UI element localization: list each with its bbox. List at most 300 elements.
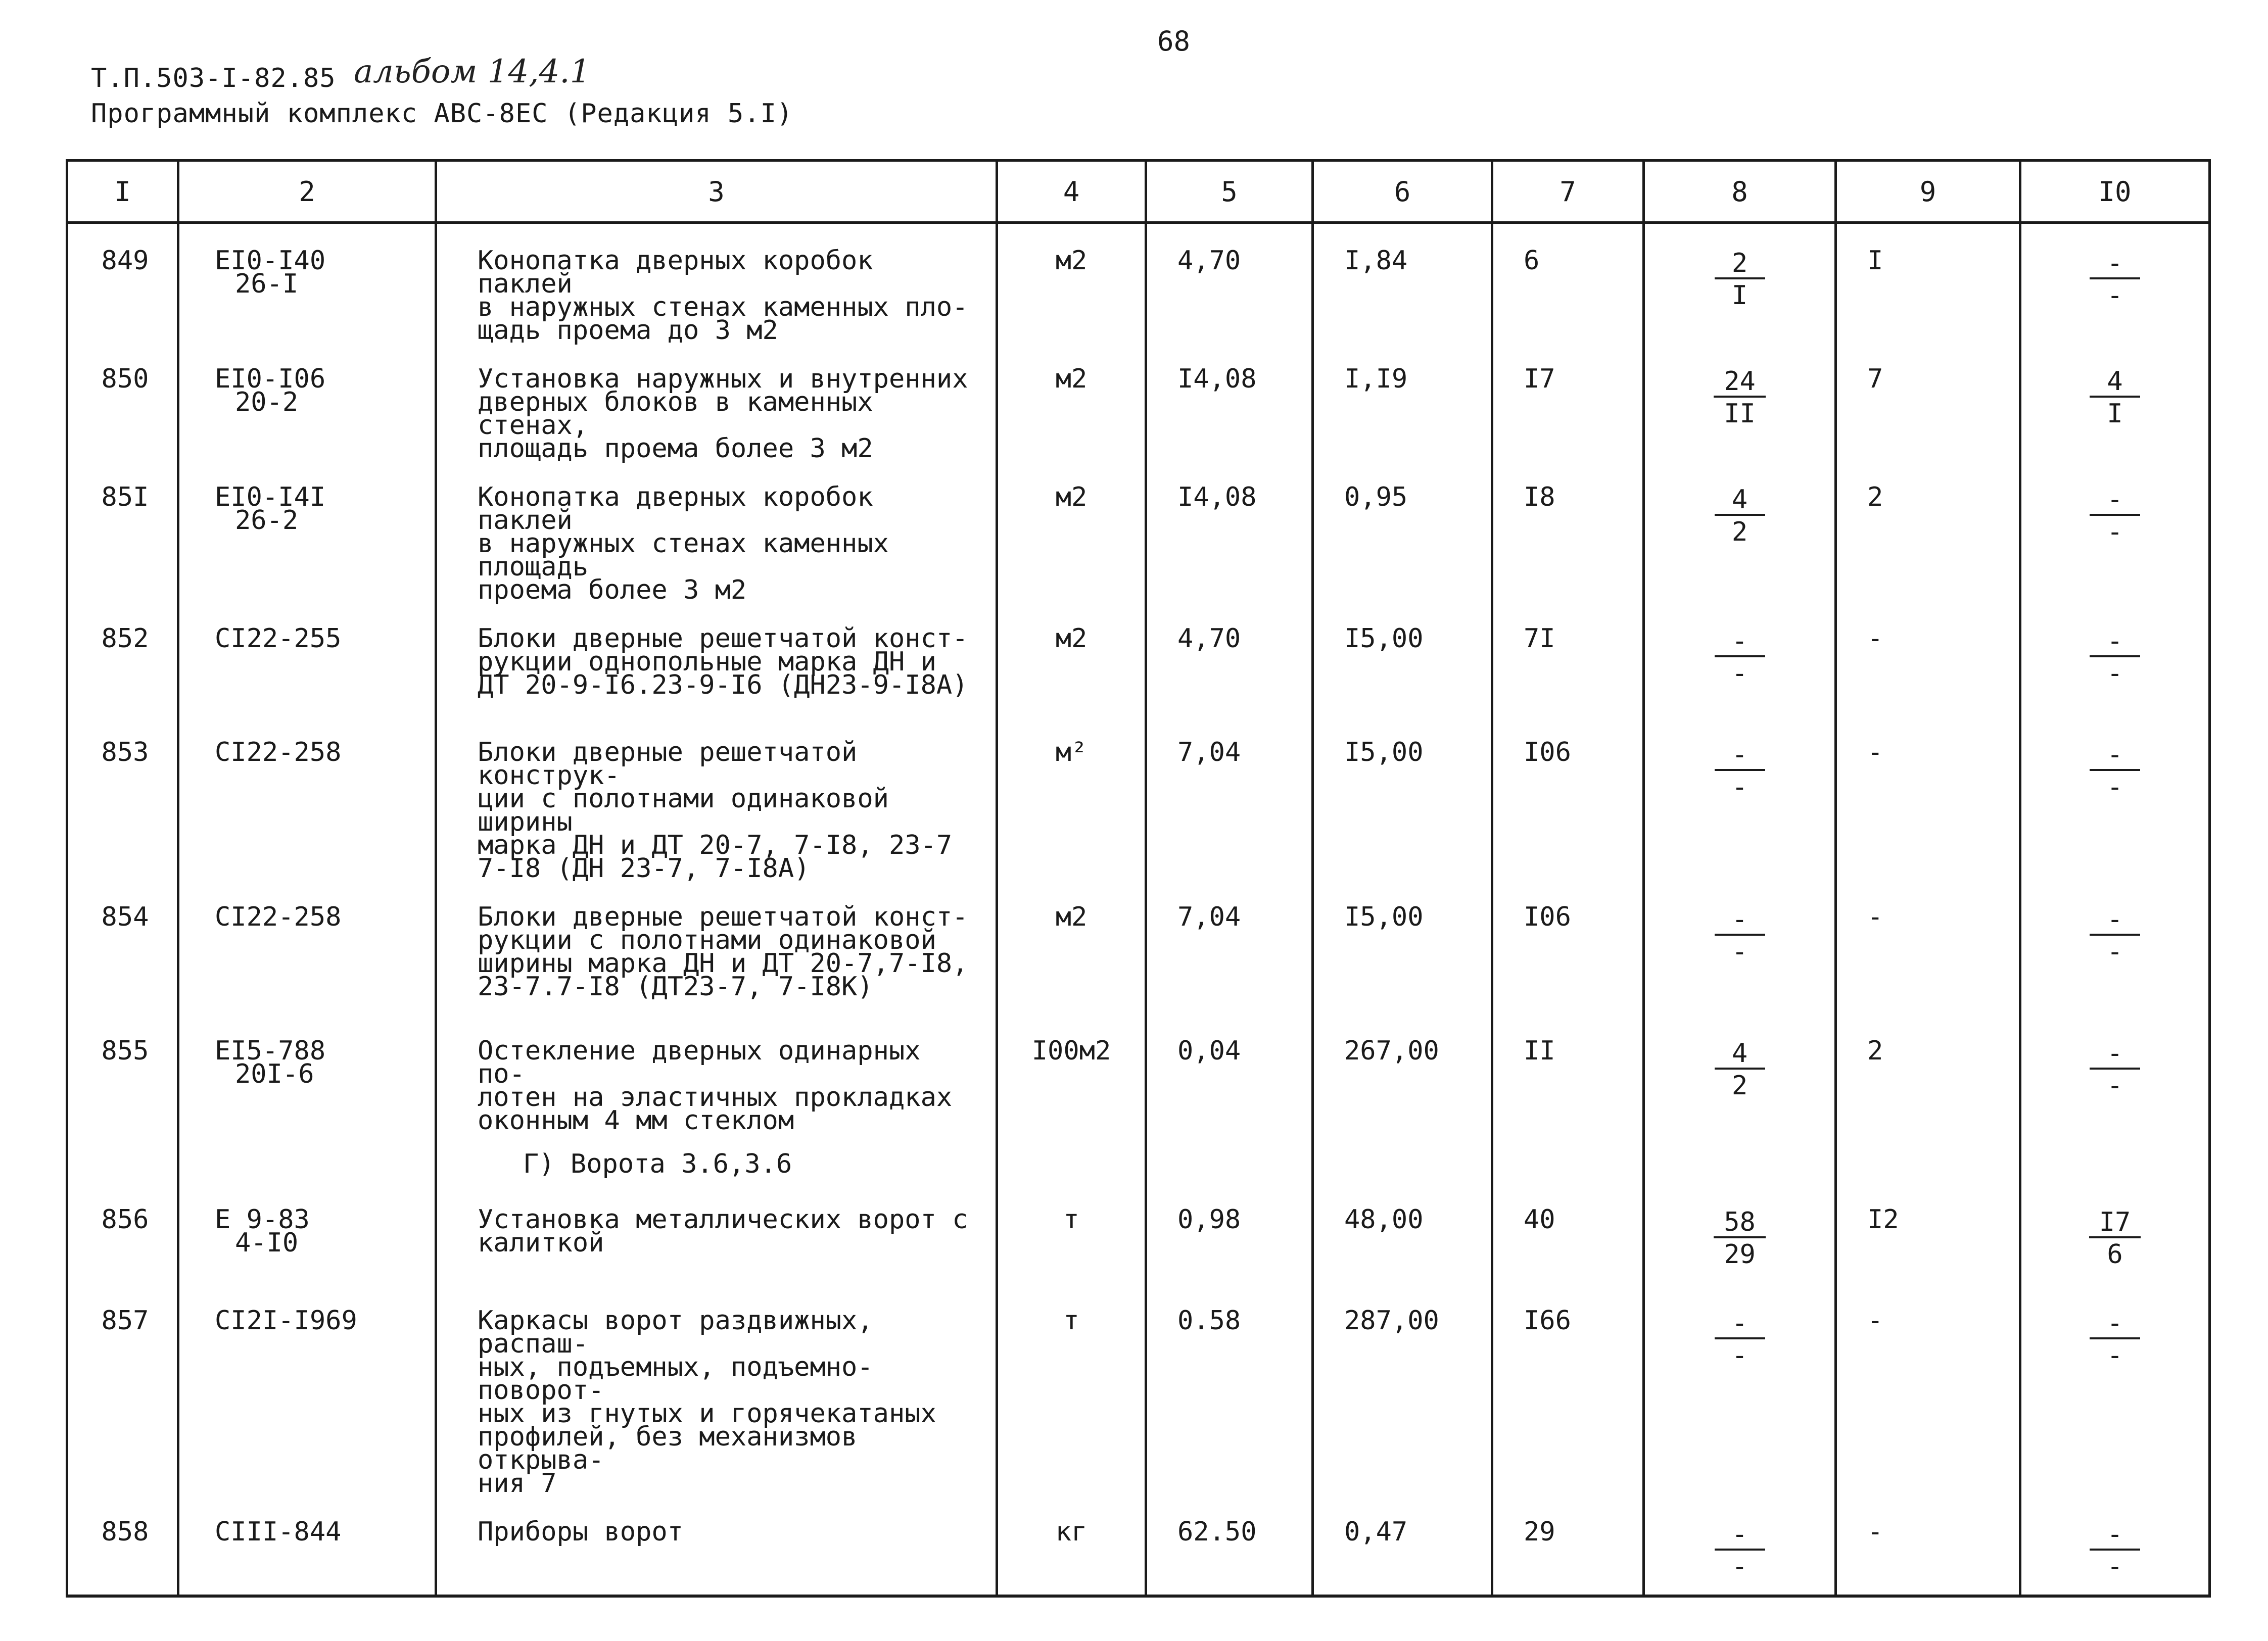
fraction-numerator: 4 <box>1715 1039 1765 1070</box>
fraction-denominator: - <box>2107 937 2123 967</box>
quantity: 7,04 <box>1177 902 1241 932</box>
cell-position-number <box>67 1495 178 1596</box>
unit: м2 <box>1055 246 1088 276</box>
cell-col9 <box>1836 880 2020 1014</box>
cell-col10 <box>2020 460 2210 602</box>
document-code: Т.П.503-I-82.85 <box>91 63 336 93</box>
quantity: 0,04 <box>1177 1036 1241 1066</box>
fraction-numerator: - <box>1715 627 1765 657</box>
cell-work-name <box>436 1495 997 1596</box>
rate-code: EI0-I40 <box>215 246 326 276</box>
cell-col8 <box>1644 460 1836 602</box>
work-name-line: Блоки дверные решетчатой конструк- <box>478 737 858 791</box>
cell-position-number <box>67 1284 178 1495</box>
unit-cost: I5,00 <box>1344 902 1424 932</box>
total-cost: 40 <box>1524 1204 1555 1235</box>
col8-fraction <box>1715 1520 1765 1583</box>
cell-total-cost <box>1492 1183 1644 1284</box>
estimate-table <box>66 159 2208 1598</box>
cell-unit <box>997 460 1146 602</box>
cell-col10 <box>2020 880 2210 1014</box>
unit: т <box>1063 1306 1079 1336</box>
work-name-line: в наружных стенах каменных площадь <box>478 528 889 582</box>
cell-position-number <box>67 1183 178 1284</box>
unit-cost: 287,00 <box>1344 1306 1439 1336</box>
column-header: 2 <box>178 161 436 223</box>
cell-total-cost <box>1492 602 1644 715</box>
unit-cost: I,84 <box>1344 246 1408 276</box>
fraction-denominator: 2 <box>1731 517 1748 547</box>
quantity: I4,08 <box>1177 482 1257 512</box>
work-name-line: лотен на эластичных прокладках <box>478 1082 953 1113</box>
fraction-numerator: 2 <box>1715 249 1765 279</box>
fraction-denominator: - <box>2107 1552 2123 1582</box>
total-cost: II <box>1524 1036 1555 1066</box>
cell-unit-cost <box>1313 223 1492 343</box>
rate-code: CI2I-I969 <box>215 1306 357 1336</box>
work-name-line: Конопатка дверных коробок паклей <box>478 246 873 299</box>
col8-fraction <box>1715 627 1765 690</box>
quantity: 4,70 <box>1177 246 1241 276</box>
cell-unit-cost <box>1313 1014 1492 1132</box>
work-name-line: рукции с полотнами одинаковой <box>478 925 936 955</box>
cell-quantity <box>1146 715 1313 880</box>
unit: кг <box>1055 1517 1088 1547</box>
rate-code-suffix: 26-2 <box>235 505 299 536</box>
cell-quantity <box>1146 880 1313 1014</box>
cell-col8 <box>1644 223 1836 343</box>
unit-cost: 48,00 <box>1344 1204 1424 1235</box>
section-cell <box>1313 1132 1492 1183</box>
cell-col9 <box>1836 1183 2020 1284</box>
cell-unit <box>997 880 1146 1014</box>
table-body <box>67 223 2210 1597</box>
handwritten-album-note: альбом 14,4.1 <box>354 53 591 90</box>
total-cost: I66 <box>1524 1306 1571 1336</box>
rate-code-suffix: 26-I <box>235 269 299 299</box>
cell-total-cost <box>1492 223 1644 343</box>
fraction-numerator: - <box>2090 741 2140 771</box>
total-cost: I06 <box>1524 902 1571 932</box>
cell-unit-cost <box>1313 1284 1492 1495</box>
table-header-row <box>67 161 2210 223</box>
fraction-numerator: - <box>1715 905 1765 936</box>
total-cost: 7I <box>1524 623 1555 654</box>
cell-unit <box>997 1183 1146 1284</box>
section-cell <box>2020 1132 2210 1183</box>
program-title: Программный комплекс АВС-8ЕС (Редакция 5.I) <box>91 99 793 129</box>
table-row <box>67 1014 2210 1132</box>
fraction-denominator: 2 <box>1731 1071 1748 1101</box>
fraction-denominator: - <box>1731 772 1748 802</box>
cell-rate-code <box>178 1284 436 1495</box>
col9-value: 7 <box>1867 364 1883 394</box>
fraction-numerator: - <box>1715 1520 1765 1551</box>
cell-rate-code <box>178 715 436 880</box>
column-header: I <box>67 161 178 223</box>
fraction-denominator: 6 <box>2107 1239 2123 1270</box>
rate-code: EI5-788 <box>215 1036 326 1066</box>
unit: м2 <box>1055 364 1088 394</box>
cell-rate-code <box>178 1183 436 1284</box>
section-cell <box>1644 1132 1836 1183</box>
fraction-numerator: - <box>2090 486 2140 516</box>
fraction-numerator: - <box>2090 627 2140 657</box>
work-name-line: площадь проема более 3 м2 <box>478 433 873 464</box>
fraction-denominator: 29 <box>1724 1239 1756 1270</box>
section-cell <box>1836 1132 2020 1183</box>
work-name-line: Установка наружных и внутренних <box>478 364 968 394</box>
work-name-line: Установка металлических ворот с <box>478 1204 968 1235</box>
column-header: I0 <box>2020 161 2210 223</box>
col8-fraction <box>1715 1309 1765 1372</box>
column-header: 8 <box>1644 161 1836 223</box>
col8-fraction <box>1715 249 1765 312</box>
table-row <box>67 602 2210 715</box>
quantity: 7,04 <box>1177 737 1241 767</box>
cell-col10 <box>2020 715 2210 880</box>
rate-code: EI0-I06 <box>215 364 326 394</box>
column-header: 6 <box>1313 161 1492 223</box>
cell-col10 <box>2020 342 2210 460</box>
unit: т <box>1063 1204 1079 1235</box>
section-cell <box>1492 1132 1644 1183</box>
cell-work-name <box>436 880 997 1014</box>
fraction-numerator: 58 <box>1714 1208 1766 1238</box>
cell-unit <box>997 715 1146 880</box>
position-number: 853 <box>101 737 149 767</box>
col10-fraction <box>2090 367 2140 430</box>
unit: м2 <box>1055 482 1088 512</box>
work-name-line: ных из гнутых и горячекатаных <box>478 1398 936 1429</box>
unit-cost: 0,95 <box>1344 482 1408 512</box>
quantity: 0.58 <box>1177 1306 1241 1336</box>
fraction-numerator: - <box>2090 1039 2140 1070</box>
quantity: 62.50 <box>1177 1517 1257 1547</box>
rate-code: EI0-I4I <box>215 482 326 512</box>
section-row <box>67 1132 2210 1183</box>
fraction-numerator: 4 <box>2090 367 2140 398</box>
col8-fraction <box>1715 741 1765 803</box>
table-row <box>67 460 2210 602</box>
position-number: 855 <box>101 1036 149 1066</box>
position-number: 857 <box>101 1306 149 1336</box>
fraction-denominator: - <box>2107 280 2123 311</box>
rate-code: CI22-258 <box>215 902 342 932</box>
unit-cost: I5,00 <box>1344 737 1424 767</box>
rate-code-suffix: 20I-6 <box>235 1059 314 1089</box>
cell-rate-code <box>178 460 436 602</box>
rate-code: CI22-255 <box>215 623 342 654</box>
cell-position-number <box>67 715 178 880</box>
cell-unit-cost <box>1313 1495 1492 1596</box>
cell-work-name <box>436 715 997 884</box>
position-number: 854 <box>101 902 149 932</box>
col10-fraction <box>2090 1309 2140 1372</box>
fraction-denominator: - <box>2107 517 2123 547</box>
work-name-line: Остекление дверных одинарных по- <box>478 1036 921 1089</box>
fraction-numerator: - <box>2090 1309 2140 1339</box>
col8-fraction <box>1715 486 1765 548</box>
work-name-line: ции с полотнами одинаковой ширины <box>478 784 889 837</box>
rate-code-suffix: 4-I0 <box>235 1228 299 1258</box>
position-number: 850 <box>101 364 149 394</box>
cell-col9 <box>1836 1014 2020 1132</box>
unit: м² <box>1055 737 1088 767</box>
cell-total-cost <box>1492 880 1644 1014</box>
cell-col10 <box>2020 1284 2210 1495</box>
cell-col8 <box>1644 715 1836 880</box>
cell-col8 <box>1644 1014 1836 1132</box>
cell-work-name <box>436 342 997 464</box>
cell-quantity <box>1146 1014 1313 1132</box>
cell-work-name <box>436 223 997 346</box>
fraction-numerator: - <box>1715 741 1765 771</box>
work-name-line: проема более 3 м2 <box>478 575 747 605</box>
cell-unit-cost <box>1313 880 1492 1014</box>
quantity: 0,98 <box>1177 1204 1241 1235</box>
fraction-denominator: - <box>1731 1340 1748 1371</box>
col10-fraction <box>2089 1208 2141 1271</box>
col10-fraction <box>2090 627 2140 690</box>
cell-position-number <box>67 223 178 343</box>
fraction-denominator: II <box>1724 399 1756 429</box>
cell-col10 <box>2020 602 2210 715</box>
cell-col10 <box>2020 1495 2210 1596</box>
section-cell <box>1146 1132 1313 1183</box>
cell-quantity <box>1146 602 1313 715</box>
fraction-numerator: I7 <box>2089 1208 2141 1238</box>
work-name-line: рукции однопольные марка ДН и <box>478 647 936 677</box>
work-name-line: ных, подъемных, подъемно-поворот- <box>478 1352 873 1406</box>
quantity: I4,08 <box>1177 364 1257 394</box>
quantity: 4,70 <box>1177 623 1241 654</box>
fraction-numerator: 4 <box>1715 486 1765 516</box>
unit: I00м2 <box>1031 1036 1111 1066</box>
col9-value: - <box>1867 737 1883 767</box>
col8-fraction <box>1715 1039 1765 1102</box>
cell-unit-cost <box>1313 1183 1492 1284</box>
fraction-denominator: - <box>2107 1071 2123 1101</box>
section-cell <box>67 1132 178 1183</box>
cell-col8 <box>1644 1183 1836 1284</box>
cell-col10 <box>2020 1014 2210 1132</box>
cell-quantity <box>1146 1495 1313 1596</box>
fraction-denominator: - <box>2107 1340 2123 1371</box>
cell-position-number <box>67 460 178 602</box>
cell-col10 <box>2020 223 2210 343</box>
cell-position-number <box>67 342 178 460</box>
fraction-denominator: - <box>1731 937 1748 967</box>
col9-value: - <box>1867 1517 1883 1547</box>
fraction-numerator: 24 <box>1714 367 1766 398</box>
total-cost: I7 <box>1524 364 1555 394</box>
cell-total-cost <box>1492 342 1644 460</box>
column-header: 3 <box>436 161 997 223</box>
cell-unit <box>997 342 1146 460</box>
cell-unit <box>997 1284 1146 1495</box>
cell-col8 <box>1644 1495 1836 1596</box>
col10-fraction <box>2090 249 2140 312</box>
cell-quantity <box>1146 223 1313 343</box>
work-name-line: калиткой <box>478 1228 604 1258</box>
unit-cost: I5,00 <box>1344 623 1424 654</box>
work-name-line: Приборы ворот <box>478 1517 683 1547</box>
cell-col9 <box>1836 223 2020 343</box>
cell-col9 <box>1836 602 2020 715</box>
cell-work-name <box>436 1014 997 1136</box>
section-heading: Г) Ворота 3.6,3.6 <box>523 1149 792 1179</box>
unit-cost: 0,47 <box>1344 1517 1408 1547</box>
cell-total-cost <box>1492 460 1644 602</box>
fraction-numerator: - <box>2090 905 2140 936</box>
cell-col9 <box>1836 342 2020 460</box>
col9-value: 2 <box>1867 482 1883 512</box>
cell-unit <box>997 1495 1146 1596</box>
cell-rate-code <box>178 223 436 343</box>
position-number: 85I <box>101 482 149 512</box>
section-cell <box>178 1132 436 1183</box>
col9-value: I <box>1867 246 1883 276</box>
total-cost: 6 <box>1524 246 1540 276</box>
col8-fraction <box>1714 367 1766 430</box>
col10-fraction <box>2090 1039 2140 1102</box>
table-row <box>67 1495 2210 1596</box>
rate-code: CI22-258 <box>215 737 342 767</box>
fraction-denominator: I <box>2107 399 2123 429</box>
col10-fraction <box>2090 905 2140 968</box>
cell-work-name <box>436 602 997 715</box>
rate-code: E 9-83 <box>215 1204 310 1235</box>
work-name-line: профилей, без механизмов открыва- <box>478 1422 858 1475</box>
position-number: 856 <box>101 1204 149 1235</box>
col9-value: - <box>1867 1306 1883 1336</box>
table-row <box>67 880 2210 1014</box>
work-name-line: Каркасы ворот раздвижных, распаш- <box>478 1306 873 1359</box>
cell-unit-cost <box>1313 715 1492 880</box>
work-name-line: дверных блоков в каменных стенах, <box>478 387 873 441</box>
fraction-denominator: I <box>1731 280 1748 311</box>
work-name-line: Блоки дверные решетчатой конст- <box>478 623 968 654</box>
cell-work-name <box>436 1183 997 1284</box>
column-header: 7 <box>1492 161 1644 223</box>
cell-position-number <box>67 1014 178 1132</box>
work-name-line: оконным 4 мм стеклом <box>478 1105 794 1136</box>
column-header: 5 <box>1146 161 1313 223</box>
work-name-line: ДТ 20-9-I6.23-9-I6 (ДН23-9-I8А) <box>478 670 968 700</box>
cell-col9 <box>1836 1495 2020 1596</box>
col10-fraction <box>2090 486 2140 548</box>
col8-fraction <box>1714 1208 1766 1271</box>
fraction-numerator: - <box>2090 1520 2140 1551</box>
column-header: 4 <box>997 161 1146 223</box>
cell-rate-code <box>178 880 436 1014</box>
col9-value: 2 <box>1867 1036 1883 1066</box>
cell-total-cost <box>1492 1495 1644 1596</box>
table-row <box>67 223 2210 343</box>
cell-col8 <box>1644 602 1836 715</box>
cell-unit <box>997 1014 1146 1132</box>
section-cell <box>997 1132 1146 1183</box>
col10-fraction <box>2090 741 2140 803</box>
cell-unit <box>997 602 1146 715</box>
cell-work-name <box>436 460 997 605</box>
col9-value: - <box>1867 623 1883 654</box>
position-number: 852 <box>101 623 149 654</box>
fraction-denominator: - <box>1731 1552 1748 1582</box>
unit: м2 <box>1055 902 1088 932</box>
fraction-denominator: - <box>2107 658 2123 689</box>
work-name-line: марка ДН и ДТ 20-7, 7-I8, 23-7 <box>478 830 953 860</box>
cell-unit-cost <box>1313 602 1492 715</box>
unit: м2 <box>1055 623 1088 654</box>
cell-rate-code <box>178 1495 436 1596</box>
cell-col9 <box>1836 460 2020 602</box>
cell-col8 <box>1644 880 1836 1014</box>
unit-cost: I,I9 <box>1344 364 1408 394</box>
fraction-numerator: - <box>2090 249 2140 279</box>
col10-fraction <box>2090 1520 2140 1583</box>
total-cost: I8 <box>1524 482 1555 512</box>
work-name-line: ния 7 <box>478 1468 557 1499</box>
work-name-line: щадь проема до 3 м2 <box>478 315 778 346</box>
cell-col9 <box>1836 1284 2020 1495</box>
cell-quantity <box>1146 1183 1313 1284</box>
rate-code: CIII-844 <box>215 1517 342 1547</box>
cell-col9 <box>1836 715 2020 880</box>
table-row <box>67 1183 2210 1284</box>
table-row <box>67 715 2210 880</box>
cell-position-number <box>67 602 178 715</box>
column-header: 9 <box>1836 161 2020 223</box>
table-row <box>67 342 2210 460</box>
work-name-line: Блоки дверные решетчатой конст- <box>478 902 968 932</box>
section-cell <box>436 1132 997 1183</box>
work-name-line: Конопатка дверных коробок паклей <box>478 482 873 536</box>
work-name-line: ширины марка ДН и ДТ 20-7,7-I8, <box>478 948 968 979</box>
cell-position-number <box>67 880 178 1014</box>
rate-code-suffix: 20-2 <box>235 387 299 417</box>
cell-unit-cost <box>1313 342 1492 460</box>
table-row <box>67 1284 2210 1495</box>
work-name-line: 7-I8 (ДН 23-7, 7-I8А) <box>478 853 810 884</box>
work-name-line: 23-7.7-I8 (ДТ23-7, 7-I8К) <box>478 972 873 1002</box>
total-cost: I06 <box>1524 737 1571 767</box>
unit-cost: 267,00 <box>1344 1036 1439 1066</box>
fraction-denominator: - <box>1731 658 1748 689</box>
cell-quantity <box>1146 342 1313 460</box>
cell-rate-code <box>178 602 436 715</box>
position-number: 858 <box>101 1517 149 1547</box>
col9-value: I2 <box>1867 1204 1899 1235</box>
total-cost: 29 <box>1524 1517 1555 1547</box>
cell-col10 <box>2020 1183 2210 1284</box>
col9-value: - <box>1867 902 1883 932</box>
page-number: 68 <box>1157 25 1191 57</box>
cell-total-cost <box>1492 1014 1644 1132</box>
fraction-denominator: - <box>2107 772 2123 802</box>
cell-total-cost <box>1492 1284 1644 1495</box>
cell-work-name <box>436 1284 997 1499</box>
fraction-numerator: - <box>1715 1309 1765 1339</box>
cell-rate-code <box>178 1014 436 1132</box>
cell-rate-code <box>178 342 436 460</box>
cell-quantity <box>1146 460 1313 602</box>
position-number: 849 <box>101 246 149 276</box>
work-name-line: в наружных стенах каменных пло- <box>478 292 968 322</box>
cell-col8 <box>1644 342 1836 460</box>
cell-unit-cost <box>1313 460 1492 602</box>
